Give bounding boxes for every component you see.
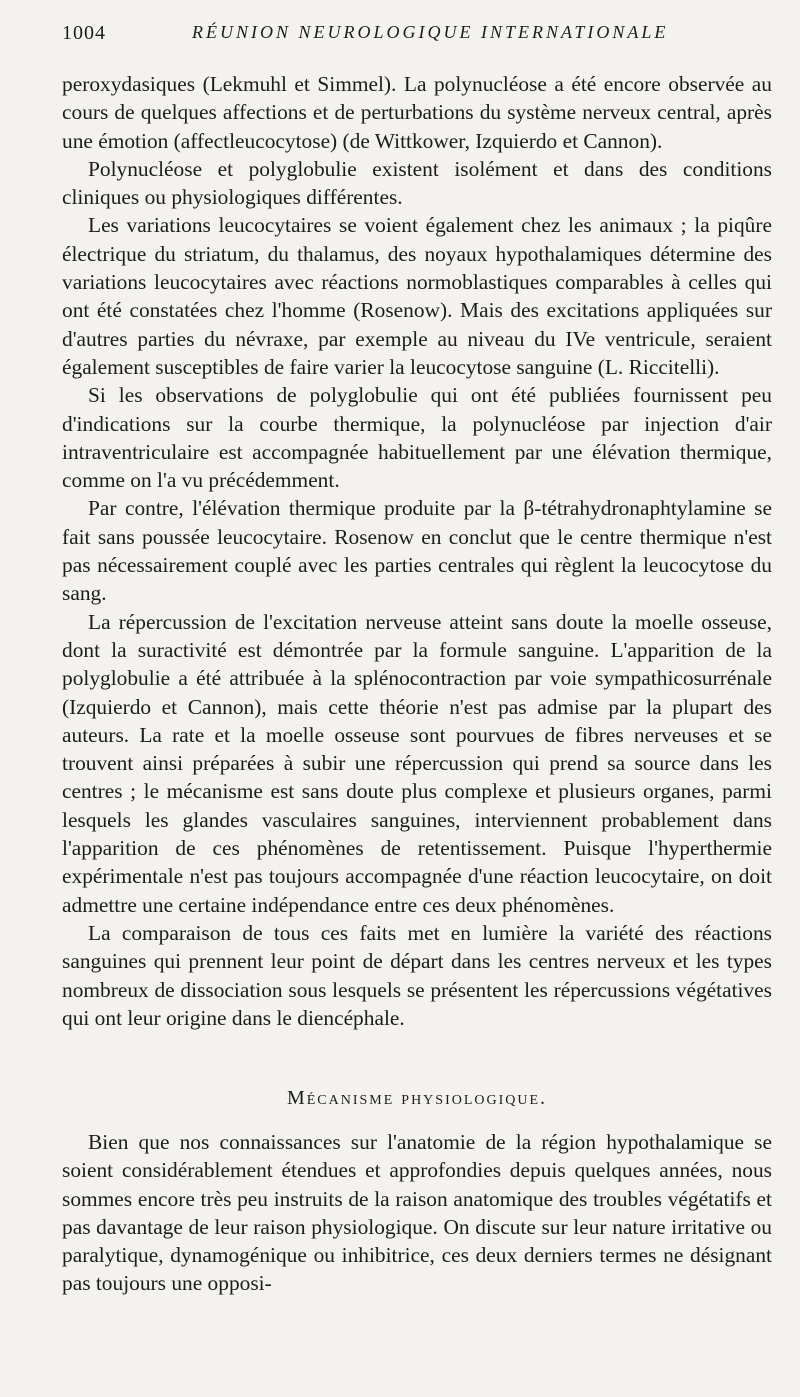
paragraph: Si les observations de polyglobulie qui ont été publiées fournissent peu d'indications sur la courbe thermique, la polynucléose par injection d'air intraventriculaire est accompagnée habituellement par une élévation thermique, comme on l'a vu précédemment. [62,383,772,493]
paragraph: Polynucléose et polyglobulie existent isolément et dans des conditions cliniques ou physiologiques différentes. [62,156,772,210]
section-title: Mécanisme physiologique. [286,1087,548,1109]
paragraph: Bien que nos connaissances sur l'anatomie de la région hypothalamique se soient considérablement étendues et approfondies depuis quelques années, nous sommes encore très peu instruits de la raison anatomique des troubles végétatifs et pas davantage de leur raison physiologique. On discute sur leur nature irritative ou paralytique, dynamogénique ou inhibitrice, ces deux derniers termes ne désignant pas toujours une opposi- [62,1130,772,1296]
section-body-text [62,1128,772,1298]
paragraph: peroxydasiques (Lekmuhl et Simmel). La polynucléose a été encore observée au cours de quelques affections et de perturbations du système nerveux central, après une émotion (affectleucocytose) (de Wittkower, Izquierdo et Cannon). [62,72,772,153]
page-header [62,20,760,50]
page-number: 1004 [62,22,106,44]
body-text [62,70,772,1032]
paragraph: La comparaison de tous ces faits met en lumière la variété des réactions sanguines qui prennent leur point de départ dans les centres nerveux et les types nombreux de dissociation sous lesquels se présentent les répercussions végétatives qui ont leur origine dans le diencéphale. [62,920,772,1030]
paragraph: La répercussion de l'excitation nerveuse atteint sans doute la moelle osseuse, dont la suractivité est démontrée par la formule sanguine. L'apparition de la polyglobulie a été attribuée à la splénocontraction par voie sympathicosurrénale (Izquierdo et Cannon), mais cette théorie n'est pas admise par la plupart des auteurs. La rate et la moelle osseuse sont pourvues de fibres nerveuses et se trouvent ainsi préparées à subir une répercussion qui prend sa source dans les centres ; le mécanisme est sans doute plus complexe et plusieurs organes, parmi lesquels les glandes vasculaires sanguines, interviennent probablement dans l'apparition de ces phénomènes de retentissement. Puisque l'hyperthermie expérimentale n'est pas toujours accompagnée d'une réaction leucocytaire, on doit admettre une certaine indépendance entre ces deux phénomènes. [62,609,772,917]
paragraph: Les variations leucocytaires se voient également chez les animaux ; la piqûre électrique du striatum, du thalamus, des noyaux hypothalamiques détermine des variations leucocytaires avec réactions normoblastiques comparables à celles qui ont été constatées chez l'homme (Rosenow). Mais des excitations appliquées sur d'autres parties du névraxe, par exemple au niveau du IVe ventricule, seraient également susceptibles de faire varier la leucocytose sanguine (L. Riccitelli). [62,213,772,379]
running-head: RÉUNION NEUROLOGIQUE INTERNATIONALE [192,22,669,42]
paragraph: Par contre, l'élévation thermique produite par la β-tétrahydronaphtylamine se fait sans poussée leucocytaire. Rosenow en conclut que le centre thermique n'est pas nécessairement couplé avec les parties centrales qui règlent la leucocytose du sang. [62,496,772,606]
